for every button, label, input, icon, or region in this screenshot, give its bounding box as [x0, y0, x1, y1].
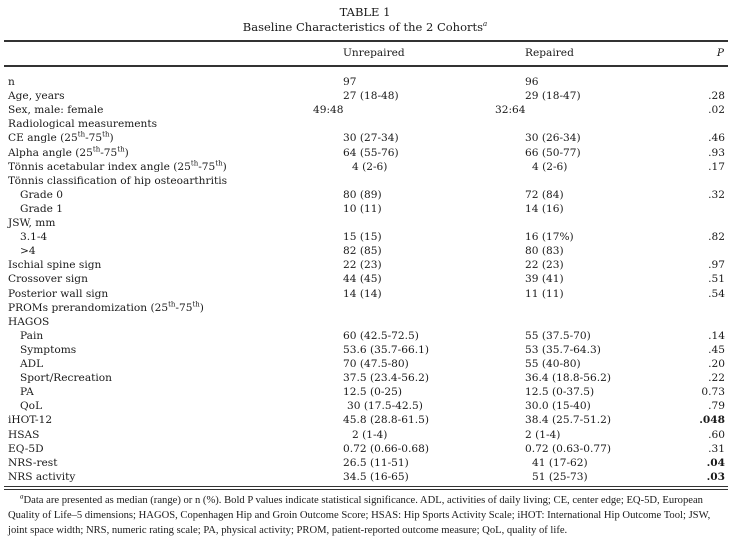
- repaired-value: 14 (16): [525, 202, 564, 215]
- row-label: 3.1-4: [20, 231, 48, 244]
- unrepaired-value: 37.5 (23.4-56.2): [343, 372, 429, 385]
- header-unrepaired: Unrepaired: [343, 47, 405, 59]
- unrepaired-value: 60 (42.5-72.5): [343, 329, 419, 342]
- caption-text: Baseline Characteristics of the 2 Cohorts: [242, 20, 484, 34]
- repaired-value: 11 (11): [525, 287, 564, 300]
- header-repaired: Repaired: [525, 47, 574, 59]
- row-label: iHOT-12: [8, 414, 53, 427]
- repaired-value: 30 (26-34): [525, 132, 581, 145]
- row-label: QoL: [20, 400, 43, 413]
- p-value: .82: [708, 231, 725, 244]
- unrepaired-value: 15 (15): [343, 231, 382, 244]
- row-label: HAGOS: [8, 315, 50, 328]
- table-caption: [0, 20, 730, 35]
- p-value: .17: [708, 160, 725, 173]
- p-value: .048: [699, 414, 725, 427]
- p-value: .14: [708, 329, 725, 342]
- unrepaired-value: 4 (2-6): [352, 160, 388, 173]
- p-value: .28: [708, 90, 725, 103]
- p-value: .45: [708, 343, 725, 356]
- p-value: .03: [706, 470, 725, 483]
- row-label: NRS activity: [8, 470, 76, 483]
- repaired-value: 72 (84): [525, 188, 564, 201]
- p-value: .02: [708, 104, 725, 117]
- unrepaired-value: 82 (85): [343, 245, 382, 258]
- repaired-value: 32:64: [495, 104, 526, 117]
- repaired-value: 51 (25-73): [532, 470, 588, 483]
- repaired-value: 12.5 (0-37.5): [525, 386, 595, 399]
- unrepaired-value: 12.5 (0-25): [343, 386, 403, 399]
- unrepaired-value: 30 (27-34): [343, 132, 399, 145]
- repaired-value: 16 (17%): [525, 231, 574, 244]
- p-value: .20: [708, 358, 725, 370]
- p-value: .46: [708, 132, 725, 145]
- unrepaired-value: 2 (1-4): [352, 428, 388, 441]
- footnote-text: Data are presented as median (range) or n (%). Bold P values indicate statistical significance. ADL, activities of daily living; CE, center edge; EQ-5D, European Quality of Life–5 dimensions; HAGOS, Copenhagen Hip and Groin Outcome Score; HSAS: Hip Sports Activity Scale; iHOT: International Hip Outcome Tool; JSW, joint space width; NRS, numeric rating scale; PA, physical activity; PROM, patient-reported outcome measure; QoL, quality of life.: [8, 495, 711, 536]
- row-label: Crossover sign: [8, 273, 88, 286]
- top-rule: [4, 40, 728, 42]
- repaired-value: 53 (35.7-64.3): [525, 343, 601, 356]
- row-label: EQ-5D: [8, 442, 44, 455]
- repaired-value: 0.72 (0.63-0.77): [525, 442, 611, 455]
- p-value: .93: [708, 146, 725, 159]
- p-value: .60: [708, 428, 725, 441]
- unrepaired-value: 26.5 (11-51): [343, 456, 409, 469]
- row-label: JSW, mm: [8, 217, 56, 229]
- table-footnote: [8, 493, 724, 538]
- row-label: PROMs prerandomization (25th-75th): [8, 300, 204, 314]
- repaired-value: 2 (1-4): [525, 428, 561, 441]
- row-label: Grade 1: [20, 202, 64, 215]
- p-value: .22: [708, 372, 725, 385]
- row-label: Radiological measurements: [8, 118, 158, 131]
- row-label: Sport/Recreation: [20, 372, 112, 385]
- row-label: n: [8, 76, 15, 88]
- unrepaired-value: 97: [343, 76, 357, 88]
- unrepaired-value: 0.72 (0.66-0.68): [343, 442, 429, 455]
- row-label: Tönnis acetabular index angle (25th-75th): [8, 159, 227, 173]
- row-label: Pain: [20, 329, 44, 342]
- unrepaired-value: 27 (18-48): [343, 90, 399, 103]
- row-label: Ischial spine sign: [8, 259, 102, 272]
- unrepaired-value: 70 (47.5-80): [343, 358, 409, 370]
- repaired-value: 22 (23): [525, 259, 564, 272]
- p-value: 0.73: [701, 386, 725, 399]
- repaired-value: 55 (37.5-70): [525, 329, 591, 342]
- p-value: .51: [708, 273, 725, 286]
- p-value: .32: [708, 188, 725, 201]
- repaired-value: 80 (83): [525, 245, 564, 258]
- caption-footnote-mark: a: [483, 20, 488, 29]
- row-label: Posterior wall sign: [8, 287, 109, 300]
- repaired-value: 4 (2-6): [532, 160, 568, 173]
- unrepaired-value: 80 (89): [343, 188, 382, 201]
- unrepaired-value: 64 (55-76): [343, 146, 399, 159]
- repaired-value: 55 (40-80): [525, 358, 581, 370]
- repaired-value: 66 (50-77): [525, 146, 581, 159]
- repaired-value: 39 (41): [525, 273, 564, 286]
- unrepaired-value: 34.5 (16-65): [343, 470, 409, 483]
- footnote-mark: a: [20, 492, 24, 501]
- repaired-value: 36.4 (18.8-56.2): [525, 372, 611, 385]
- header-rule: [4, 65, 728, 67]
- row-label: Age, years: [8, 90, 65, 103]
- unrepaired-value: 49:48: [313, 104, 344, 117]
- table-label: TABLE 1: [339, 5, 391, 19]
- row-label: HSAS: [8, 428, 40, 441]
- row-label: CE angle (25th-75th): [8, 130, 114, 145]
- repaired-value: 96: [525, 76, 539, 88]
- p-value: .04: [706, 456, 725, 469]
- bottom-rule-2: [4, 489, 728, 490]
- repaired-value: 30.0 (15-40): [525, 400, 591, 413]
- p-value: .54: [708, 287, 725, 300]
- unrepaired-value: 30 (17.5-42.5): [347, 400, 423, 413]
- p-value: .97: [708, 259, 725, 272]
- p-value: .79: [708, 400, 725, 413]
- row-label: Grade 0: [20, 188, 64, 201]
- header-p: P: [716, 47, 724, 59]
- repaired-value: 41 (17-62): [532, 456, 588, 469]
- row-label: Alpha angle (25th-75th): [8, 144, 129, 159]
- row-label: >4: [20, 245, 36, 258]
- repaired-value: 38.4 (25.7-51.2): [525, 414, 611, 427]
- row-label: ADL: [20, 358, 44, 370]
- row-label: Symptoms: [20, 343, 77, 356]
- unrepaired-value: 44 (45): [343, 273, 382, 286]
- unrepaired-value: 10 (11): [343, 202, 382, 215]
- bottom-rule: [4, 486, 728, 487]
- unrepaired-value: 45.8 (28.8-61.5): [343, 414, 429, 427]
- row-label: Sex, male: female: [8, 104, 104, 117]
- unrepaired-value: 14 (14): [343, 287, 382, 300]
- unrepaired-value: 53.6 (35.7-66.1): [343, 343, 429, 356]
- row-label: Tönnis classification of hip osteoarthritis: [8, 174, 228, 187]
- row-label: NRS-rest: [8, 456, 58, 469]
- unrepaired-value: 22 (23): [343, 259, 382, 272]
- row-label: PA: [20, 386, 34, 399]
- repaired-value: 29 (18-47): [525, 90, 581, 103]
- p-value: .31: [708, 442, 725, 455]
